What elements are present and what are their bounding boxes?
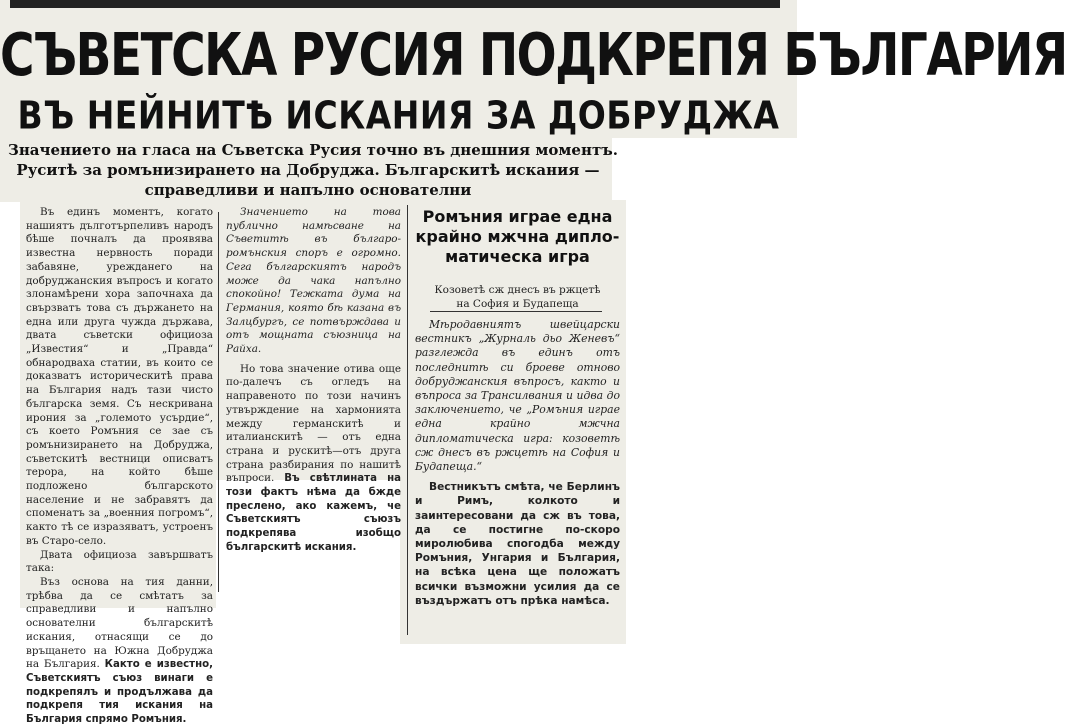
top-rule [10, 0, 780, 8]
main-headline: СЪВЕТСКА РУСИЯ ПОДКРЕПЯ БЪЛГАРИЯ [0, 21, 1067, 90]
paragraph-bold: Вестникътъ смѣта, че Берлинъ и Римъ, колкото и заинтересовани да сж въ това, да се постигне по-скоро миролюбива спогодба между Ромъния, Унгария и България, на всѣка цена ще положатъ всички възможни усилия да се въздържатъ отъ прѣка намѣса. [415, 481, 620, 607]
sidebar-body [415, 318, 620, 608]
sidebar-subtitle [415, 283, 620, 311]
article-column-1 [26, 206, 213, 727]
paragraph [226, 363, 401, 555]
deck-line-3: справедливи и напълно основателни [144, 181, 472, 199]
sidebar-title-line: матическа игра [445, 247, 590, 266]
deck-line-1: Значението на гласа на Съветска Русия точно въ днешния моментъ. [8, 141, 618, 159]
paragraph-text: Въз основа на тия данни, трѣбва да се смѣтатъ за справедливи и напълно основателни българскитѣ искания, отнасящи се до връщането на Южна Добруджа на България. [26, 575, 213, 671]
sidebar-title [415, 207, 620, 267]
sidebar-title-line: Ромъния играе една [422, 207, 613, 226]
paragraph [26, 576, 213, 727]
paragraph-italic: Мѣродавниятъ швейцарски вестникъ „Журналь дьо Женевъ“ разглежда въ единъ отъ последнитѣ си броеве отново добруджанския въпросъ, както и въпроса за Трансилвания и идва до заключението, че „Ромъния играе една крайно мжчна дипломатическа игра: козоветѣ сж днесъ въ ржцетѣ на София и Будапеща.“ [415, 318, 620, 474]
column-divider-1 [218, 212, 219, 592]
paragraph-bold-text: Въ свѣтлината на този фактъ нѣма да бжде преслено, ако кажемъ, че Съветскиятъ съюзъ подкрепява изобщо българскитѣ искания. [226, 473, 401, 553]
paragraph-bold-text: Както е известно, Съветскиятъ съюз винаги е подкрепялъ и продължава да подкрепя тия искания на България спрямо Ромъния. [26, 659, 213, 726]
paragraph-text: Но това значение отива още по-далечъ съ огледъ на направеното по този начинъ утвърждение на хармонията между германскитѣ и италианскитѣ — отъ една страна и рускитѣ—отъ друга страна разбирания по нашитѣ въпроси. [226, 362, 401, 485]
sub-headline: ВЪ НЕЙНИТѢ ИСКАНИЯ ЗА ДОБРУДЖА [17, 93, 780, 138]
sidebar-subtitle-line: на София и Будапеща [456, 298, 579, 310]
paragraph: Двата официоза завършватъ така: [26, 548, 213, 575]
paragraph: Въ единъ моментъ, когато нашиятъ дълготърпеливъ народъ бѣше почналъ да проявява известна нервность поради забавяне, урежданего на добруджанския въпросъ и когато злонамѣрени хора започнаха да свързватъ това съ държането на една или друга чужда държава, двата съветски официоза „Известия“ и „Правда“ обнародваха статии, въ които се доказватъ историческитѣ права на България надъ тази чисто българска земя. Съ нескривана ирония за „големото усърдие“, съ което Ромъния се зае съ ромънизирането на Добруджа, съветскитѣ вестници описватъ терора, на който бѣше подложено българското население и не забравятъ да споменатъ за „военния погромъ“, както тѣ се изразяватъ, устроенъ въ Старо-село. [26, 206, 213, 547]
article-column-2 [226, 206, 401, 555]
deck-line-2: Руситѣ за ромънизирането на Добруджа. Българскитѣ искания — [16, 161, 600, 179]
column-divider-2 [407, 205, 408, 635]
paragraph-italic: Значението на това публично намѣсване на Съветитѣ въ българо-ромънския споръ е огромно. Сега българскиятъ народъ може да чака напълно спокойно! Тежката дума на Германия, която бѣ казана въ Залцбургъ, се потвърждава и отъ мощната съюзница на Райха. [226, 206, 401, 356]
sidebar-divider [430, 311, 602, 312]
deck [8, 140, 618, 200]
sidebar-subtitle-line: Козоветѣ сж днесъ въ ржцетѣ [434, 284, 601, 296]
sidebar-title-line: крайно мжчна дипло- [415, 227, 620, 246]
